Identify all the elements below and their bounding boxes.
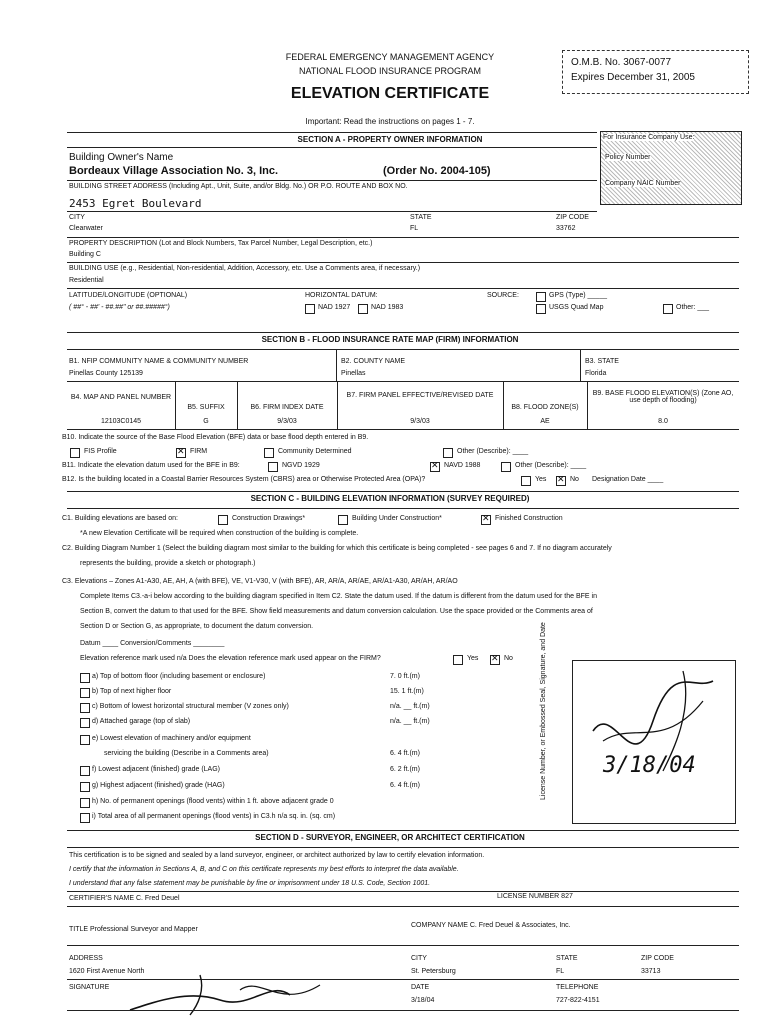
signature-label: SIGNATURE [69, 984, 110, 991]
latlong-format: ( ##° - ##' - ##.##" or ##.#####°) [69, 304, 170, 311]
b12-yes-checkbox[interactable] [521, 476, 531, 486]
certification-line-3: I understand that any false statement may be punishable by fine or imprisonment under 18 U.S. Code, Section 1001. [69, 880, 431, 887]
c3d-value: n/a. __ ft.(m) [390, 718, 430, 725]
b8-value: AE [540, 418, 550, 425]
ref-mark-yes-label: Yes [467, 655, 479, 662]
agency-name: FEDERAL EMERGENCY MANAGEMENT AGENCY [285, 52, 495, 62]
certifier-signature-icon [120, 970, 340, 1020]
other-source-label: Other: ___ [676, 304, 710, 311]
c3-para-1: Complete Items C3.-a-i below according to the building diagram specified in Item C2. State the datum used. If the datum is different from the datum used for the BFE in [80, 593, 597, 600]
c1-under-construction-label: Building Under Construction* [352, 515, 442, 522]
c3a-label: a) Top of bottom floor (including basement or enclosure) [92, 673, 266, 680]
c2-text: C2. Building Diagram Number 1 (Select the building diagram most similar to the building for which this certificate is being completed - see pages 6 and 7. If no diagram accurately [62, 545, 612, 552]
c3h-checkbox[interactable] [80, 798, 90, 808]
datum-line: Datum ____ Conversion/Comments ________ [80, 640, 225, 647]
c3g-checkbox[interactable] [80, 782, 90, 792]
company-use-label: For Insurance Company Use: [603, 134, 695, 141]
fis-checkbox[interactable] [70, 448, 80, 458]
b7-label: B7. FIRM PANEL EFFECTIVE/REVISED DATE [346, 392, 494, 399]
d-date-value: 3/18/04 [411, 997, 435, 1004]
program-name: NATIONAL FLOOD INSURANCE PROGRAM [298, 66, 482, 76]
c3e-label: e) Lowest elevation of machinery and/or equipment [92, 735, 251, 742]
omb-box [562, 50, 749, 94]
c3e-value: 6. 4 ft.(m) [390, 750, 420, 757]
ref-mark-yes-checkbox[interactable] [453, 655, 463, 665]
section-d-title: SECTION D - SURVEYOR, ENGINEER, OR ARCHITECT CERTIFICATION [255, 833, 525, 842]
gps-checkbox[interactable] [536, 292, 546, 302]
c3d-checkbox[interactable] [80, 718, 90, 728]
c3e-label-cont: servicing the building (Describe in a Comments area) [104, 750, 269, 757]
street-address-label: BUILDING STREET ADDRESS (Including Apt., Unit, Suite, and/or Bldg. No.) OR P.O. ROUTE AND BOX NO. [69, 183, 408, 190]
zip-value: 33762 [556, 225, 576, 232]
c3e-checkbox[interactable] [80, 735, 90, 745]
seal-date: 3/18/04 [603, 753, 696, 778]
state-label: STATE [410, 214, 432, 221]
b12-yes-label: Yes [535, 476, 547, 483]
b12-no-check-mark: ✕ [557, 474, 565, 484]
b12-no-label: No [570, 476, 579, 483]
c1-finished-label: Finished Construction [495, 515, 563, 522]
c3c-value: n/a. __ ft.(m) [390, 703, 430, 710]
c3g-value: 6. 4 ft.(m) [390, 782, 420, 789]
b11-text: B11. Indicate the elevation datum used for the BFE in B9: [62, 462, 240, 469]
property-description-label: PROPERTY DESCRIPTION (Lot and Block Numbers, Tax Parcel Number, Legal Description, etc.) [69, 240, 373, 247]
d-state-value: FL [556, 968, 565, 975]
c3i-checkbox[interactable] [80, 813, 90, 823]
b4-value: 12103C0145 [100, 418, 142, 425]
b1-label: B1. NFIP COMMUNITY NAME & COMMUNITY NUMBER [69, 358, 249, 365]
b1-value: Pinellas County 125139 [69, 370, 143, 377]
b7-value: 9/3/03 [410, 418, 430, 425]
building-use-value: Residential [69, 277, 104, 284]
nad1927-label: NAD 1927 [318, 304, 351, 311]
telephone-value: 727-822-4151 [556, 997, 600, 1004]
d-city-label: CITY [411, 955, 427, 962]
c3-text: C3. Elevations – Zones A1-A30, AE, AH, A (with BFE), VE, V1-V30, V (with BFE), AR, AR/A, AR/AE, AR/A1-A30, AR/AH, AR/AO [62, 578, 458, 585]
c1-drawings-checkbox[interactable] [218, 515, 228, 525]
d-date-label: DATE [411, 984, 430, 991]
form-title: ELEVATION CERTIFICATE [290, 85, 490, 102]
state-value: FL [410, 225, 419, 232]
b6-value: 9/3/03 [277, 418, 297, 425]
property-description-value: Building C [69, 251, 101, 258]
fis-label: FIS Profile [84, 448, 117, 455]
gps-label: GPS (Type) _____ [549, 292, 607, 299]
important-note: Important: Read the instructions on pages 1 - 7. [305, 117, 475, 126]
seal-box [572, 660, 736, 824]
c3f-value: 6. 2 ft.(m) [390, 766, 420, 773]
building-use-label: BUILDING USE (e.g., Residential, Non-residential, Addition, Accessory, etc. Use a Comments area, if necessary.) [69, 265, 421, 272]
latlong-label: LATITUDE/LONGITUDE (OPTIONAL) [69, 292, 188, 299]
c3f-label: f) Lowest adjacent (finished) grade (LAG) [92, 766, 221, 773]
b3-label: B3. STATE [585, 358, 619, 365]
community-checkbox[interactable] [264, 448, 274, 458]
c3b-label: b) Top of next higher floor [92, 688, 172, 695]
c3c-label: c) Bottom of lowest horizontal structural member (V zones only) [92, 703, 289, 710]
b10-text: B10. Indicate the source of the Base Flood Elevation (BFE) data or base flood depth entered in B9. [62, 434, 369, 441]
nad1983-label: NAD 1983 [371, 304, 404, 311]
b4-label: B4. MAP AND PANEL NUMBER [70, 394, 172, 401]
ngvd-checkbox[interactable] [268, 462, 278, 472]
c1-note: *A new Elevation Certificate will be required when construction of the building is complete. [80, 530, 359, 537]
address-label: ADDRESS [69, 955, 103, 962]
nad1983-checkbox[interactable] [358, 304, 368, 314]
omb-number: O.M.B. No. 3067-0077 [571, 57, 672, 68]
navd-check-mark: ✕ [431, 460, 439, 470]
nad1927-checkbox[interactable] [305, 304, 315, 314]
c1-under-construction-checkbox[interactable] [338, 515, 348, 525]
telephone-label: TELEPHONE [556, 984, 599, 991]
firm-check-mark: ✕ [177, 446, 185, 456]
ref-mark-no-label: No [504, 655, 513, 662]
seal-area-label: License Number, or Embossed Seal, Signature, and Date [540, 622, 547, 800]
b5-value: G [203, 418, 209, 425]
horizontal-datum-label: HORIZONTAL DATUM: [305, 292, 378, 299]
c3g-label: g) Highest adjacent (finished) grade (HAG) [92, 782, 225, 789]
c3a-checkbox[interactable] [80, 673, 90, 683]
c3f-checkbox[interactable] [80, 766, 90, 776]
certification-line-2: I certify that the information in Sections A, B, and C on this certificate represents my best efforts to interpret the data available. [69, 866, 459, 873]
naic-number-label: Company NAIC Number [605, 180, 681, 187]
c1-finished-check-mark: ✕ [482, 513, 490, 523]
c3d-label: d) Attached garage (top of slab) [92, 718, 191, 725]
city-value: Clearwater [69, 225, 103, 232]
usgs-label: USGS Quad Map [549, 304, 604, 311]
b3-value: Florida [585, 370, 607, 377]
city-label: CITY [69, 214, 85, 221]
other-datum-label: Other (Describe): ____ [515, 462, 587, 469]
zip-label: ZIP CODE [556, 214, 589, 221]
c3i-label: i) Total area of all permanent openings (flood vents) in C3.h n/a sq. in. (sq. cm) [92, 813, 336, 820]
c3h-label: h) No. of permanent openings (flood vents) within 1 ft. above adjacent grade 0 [92, 798, 334, 805]
ngvd-label: NGVD 1929 [282, 462, 320, 469]
company-name: COMPANY NAME C. Fred Deuel & Associates, Inc. [411, 922, 571, 929]
c3b-checkbox[interactable] [80, 688, 90, 698]
c3-para-3: Section D or Section G, as appropriate, to document the datum conversion. [80, 623, 314, 630]
b9-label: B9. BASE FLOOD ELEVATION(S) (Zone AO, use depth of flooding) [592, 390, 734, 404]
order-number: (Order No. 2004-105) [383, 165, 491, 177]
b9-value: 8.0 [658, 418, 668, 425]
other-datum-checkbox[interactable] [501, 462, 511, 472]
community-label: Community Determined [278, 448, 352, 455]
c3a-value: 7. 0 ft.(m) [390, 673, 420, 680]
b2-value: Pinellas [341, 370, 366, 377]
d-state-label: STATE [556, 955, 578, 962]
company-use-box [600, 131, 742, 205]
certification-line-1: This certification is to be signed and sealed by a land surveyor, engineer, or architect authorized by law to certify elevation information. [69, 852, 485, 859]
b12-text: B12. Is the building located in a Coastal Barrier Resources System (CBRS) area or Otherwise Protected Area (OPA)? [62, 476, 426, 483]
section-a-title: SECTION A - PROPERTY OWNER INFORMATION [297, 135, 483, 144]
c2-text-cont: represents the building, provide a sketch or photograph.) [80, 560, 256, 567]
reference-mark-text: Elevation reference mark used n/a Does the elevation reference mark used appear on the FIRM? [80, 655, 381, 662]
b6-label: B6. FIRM INDEX DATE [250, 404, 324, 411]
b5-label: B5. SUFFIX [187, 404, 225, 411]
b2-label: B2. COUNTY NAME [341, 358, 406, 365]
ref-mark-no-check-mark: ✕ [491, 653, 499, 663]
license-number: LICENSE NUMBER 827 [497, 893, 573, 900]
section-b-title: SECTION B - FLOOD INSURANCE RATE MAP (FIRM) INFORMATION [261, 335, 519, 344]
other-bfe-checkbox[interactable] [443, 448, 453, 458]
other-bfe-label: Other (Describe): ____ [457, 448, 529, 455]
certifier-name: CERTIFIER'S NAME C. Fred Deuel [69, 895, 180, 902]
d-zip-label: ZIP CODE [641, 955, 674, 962]
owner-name-label: Building Owner's Name [69, 152, 174, 163]
c3b-value: 15. 1 ft.(m) [390, 688, 424, 695]
d-zip-value: 33713 [641, 968, 661, 975]
navd-label: NAVD 1988 [444, 462, 481, 469]
c1-drawings-label: Construction Drawings* [232, 515, 306, 522]
owner-name-value: Bordeaux Village Association No. 3, Inc. [69, 165, 279, 177]
b8-label: B8. FLOOD ZONE(S) [511, 404, 579, 411]
policy-number-label: Policy Number [605, 154, 651, 161]
street-address-value: 2453 Egret Boulevard [69, 197, 202, 210]
c1-text: C1. Building elevations are based on: [62, 515, 178, 522]
usgs-checkbox[interactable] [536, 304, 546, 314]
firm-label: FIRM [190, 448, 208, 455]
seal-signature-icon [573, 661, 735, 823]
section-c-title: SECTION C - BUILDING ELEVATION INFORMATION (SURVEY REQUIRED) [250, 494, 530, 503]
address-value: 1620 First Avenue North [69, 968, 145, 975]
other-source-checkbox[interactable] [663, 304, 673, 314]
d-city-value: St. Petersburg [411, 968, 456, 975]
designation-date-label: Designation Date ____ [592, 476, 664, 483]
certifier-title: TITLE Professional Surveyor and Mapper [69, 926, 198, 933]
c3c-checkbox[interactable] [80, 703, 90, 713]
omb-expiry: Expires December 31, 2005 [571, 72, 695, 83]
c3-para-2: Section B, convert the datum to that used for the BFE. Show field measurements and datum conversion calculation. Use the space provided or the Comments area of [80, 608, 593, 615]
source-label: SOURCE: [487, 292, 519, 299]
